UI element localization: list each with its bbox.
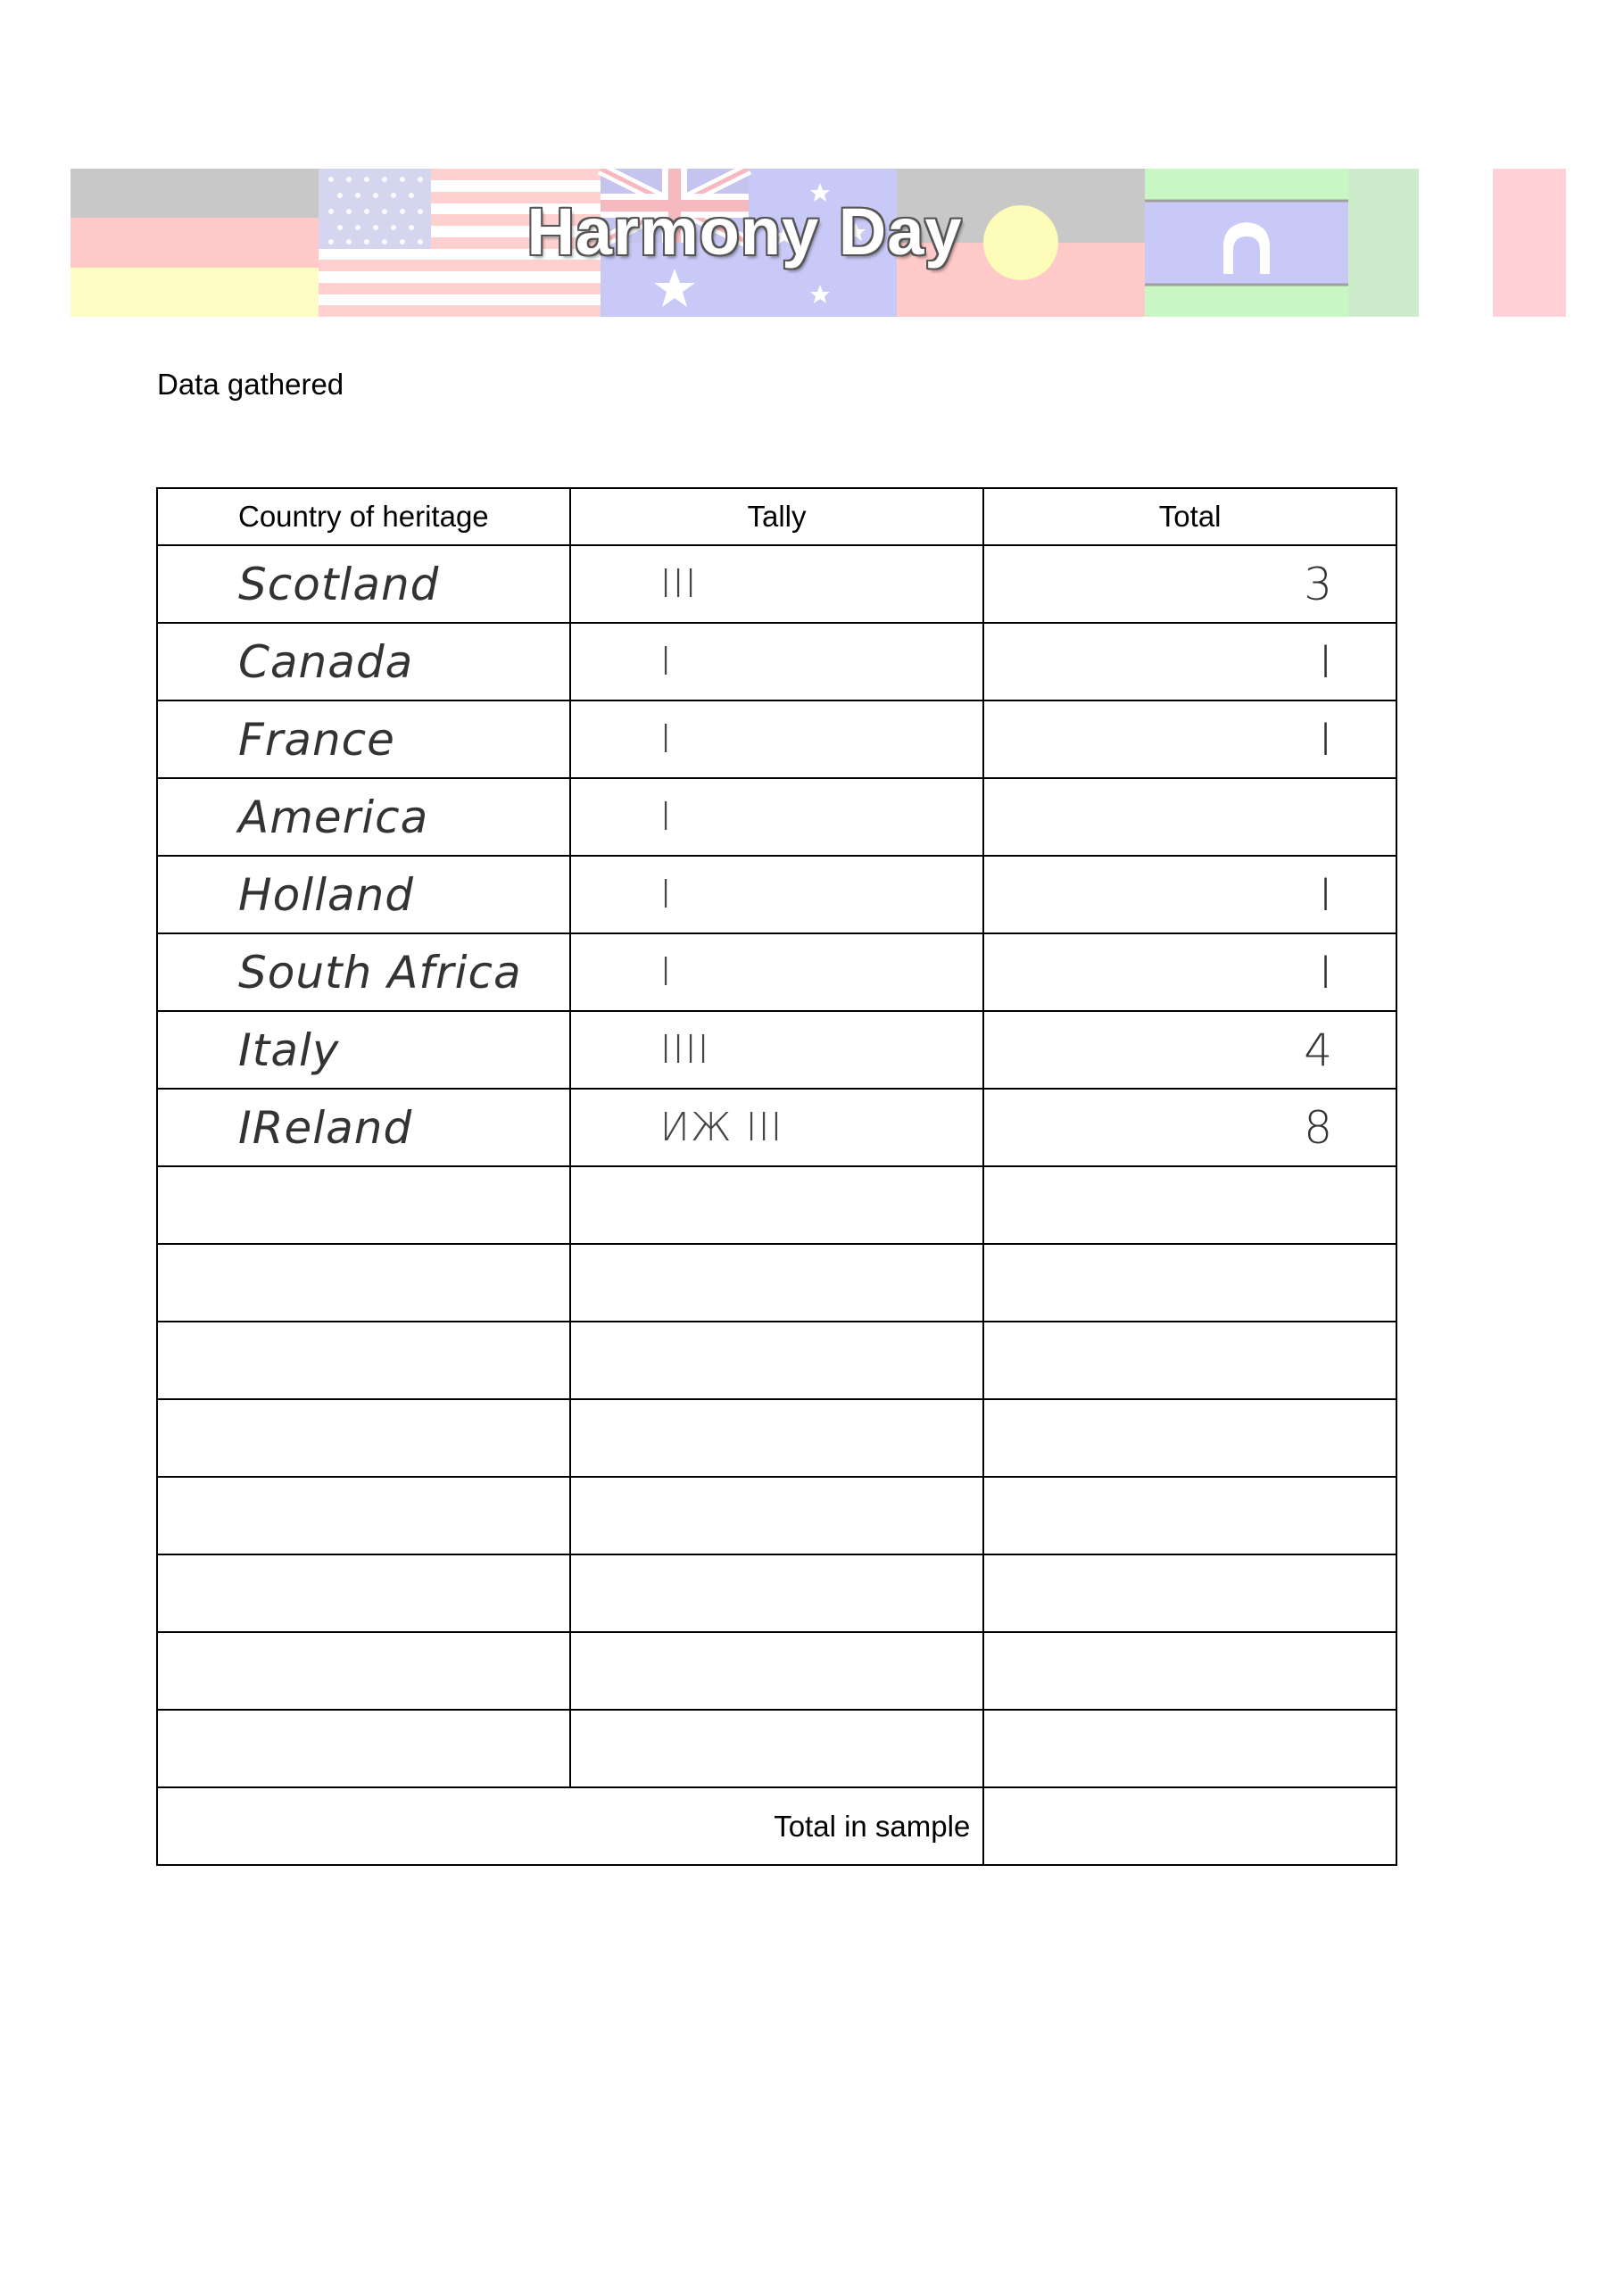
tally-cell xyxy=(570,1632,984,1710)
tally-cell: IIII xyxy=(570,1011,984,1089)
table-row xyxy=(157,1477,1396,1554)
total-in-sample-label: Total in sample xyxy=(157,1787,983,1865)
table-row xyxy=(157,1166,1396,1244)
total-in-sample-value xyxy=(983,1787,1396,1865)
table-footer-row xyxy=(157,1787,1396,1865)
table-row xyxy=(157,1554,1396,1632)
total-cell: I xyxy=(983,700,1396,778)
total-cell xyxy=(983,1166,1396,1244)
table-row xyxy=(157,1632,1396,1710)
table-row xyxy=(157,545,1396,623)
tally-cell: I xyxy=(570,700,984,778)
header-total: Total xyxy=(983,488,1396,545)
table-row xyxy=(157,1011,1396,1089)
table-row xyxy=(157,778,1396,856)
header-country: Country of heritage xyxy=(157,488,570,545)
country-cell xyxy=(157,1632,570,1710)
country-cell: America xyxy=(157,778,570,856)
country-cell xyxy=(157,1244,570,1322)
table-header-row xyxy=(157,488,1396,545)
tally-cell xyxy=(570,1477,984,1554)
tally-cell: I xyxy=(570,623,984,700)
tally-cell: I xyxy=(570,856,984,933)
total-cell: 8 xyxy=(983,1089,1396,1166)
tally-cell: III xyxy=(570,545,984,623)
total-cell xyxy=(983,1322,1396,1399)
country-cell xyxy=(157,1710,570,1787)
total-cell: I xyxy=(983,623,1396,700)
table-row xyxy=(157,1399,1396,1477)
table-row xyxy=(157,1710,1396,1787)
banner-title: Harmony Day xyxy=(526,195,963,269)
country-cell: Scotland xyxy=(157,545,570,623)
banner-side-block xyxy=(1493,169,1566,317)
country-cell: IReland xyxy=(157,1089,570,1166)
total-cell: 3 xyxy=(983,545,1396,623)
table-body xyxy=(157,545,1396,1865)
total-cell: I xyxy=(983,933,1396,1011)
total-cell xyxy=(983,1399,1396,1477)
total-cell xyxy=(983,1710,1396,1787)
tally-cell xyxy=(570,1322,984,1399)
tally-cell xyxy=(570,1710,984,1787)
country-cell: Holland xyxy=(157,856,570,933)
tally-cell xyxy=(570,1554,984,1632)
tally-cell xyxy=(570,1244,984,1322)
country-cell: South Africa xyxy=(157,933,570,1011)
table-row xyxy=(157,856,1396,933)
country-cell xyxy=(157,1554,570,1632)
tally-cell: I xyxy=(570,933,984,1011)
country-cell xyxy=(157,1477,570,1554)
header-tally: Tally xyxy=(570,488,984,545)
total-cell xyxy=(983,778,1396,856)
country-cell: Canada xyxy=(157,623,570,700)
country-cell xyxy=(157,1166,570,1244)
country-cell xyxy=(157,1322,570,1399)
total-cell: 4 xyxy=(983,1011,1396,1089)
total-cell xyxy=(983,1554,1396,1632)
tally-cell xyxy=(570,1399,984,1477)
total-cell xyxy=(983,1632,1396,1710)
country-cell xyxy=(157,1399,570,1477)
table-row xyxy=(157,933,1396,1011)
table-row xyxy=(157,700,1396,778)
harmony-day-banner xyxy=(70,169,1419,317)
page-subtitle: Data gathered xyxy=(157,368,344,401)
country-cell: Italy xyxy=(157,1011,570,1089)
total-cell: I xyxy=(983,856,1396,933)
tally-cell: I xyxy=(570,778,984,856)
table-row xyxy=(157,1322,1396,1399)
table-row xyxy=(157,1244,1396,1322)
table-row xyxy=(157,1089,1396,1166)
tally-table xyxy=(156,487,1397,1866)
tally-cell: ИЖ III xyxy=(570,1089,984,1166)
country-cell: France xyxy=(157,700,570,778)
total-cell xyxy=(983,1477,1396,1554)
total-cell xyxy=(983,1244,1396,1322)
table-row xyxy=(157,623,1396,700)
tally-cell xyxy=(570,1166,984,1244)
